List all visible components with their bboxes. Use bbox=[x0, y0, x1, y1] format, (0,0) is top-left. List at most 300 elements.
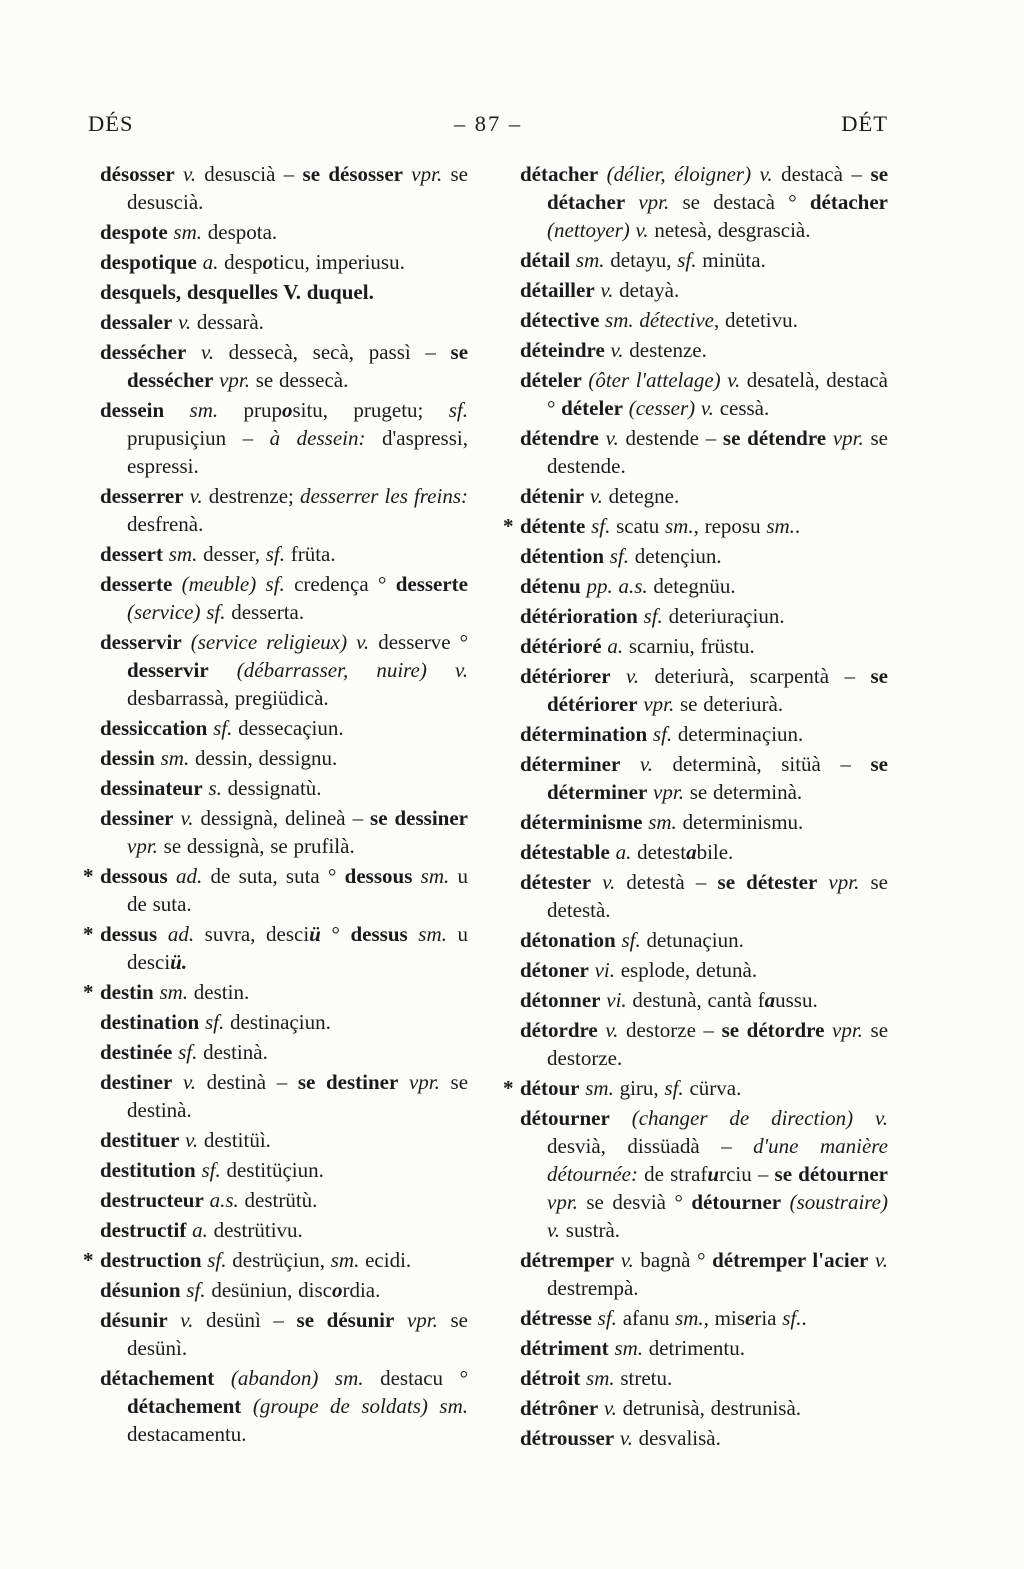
entry-segment: détérioration bbox=[520, 604, 638, 628]
entry-segment: détester bbox=[520, 870, 592, 894]
entry-segment: detegne. bbox=[602, 484, 680, 508]
dictionary-entry bbox=[100, 714, 468, 742]
entry-segment: ussu. bbox=[775, 988, 818, 1012]
entry-segment: détailler bbox=[520, 278, 595, 302]
dictionary-entry bbox=[520, 1394, 888, 1422]
entry-segment: détourner bbox=[520, 1106, 610, 1130]
dictionary-entry bbox=[520, 602, 888, 630]
entry-segment: e bbox=[745, 1306, 755, 1330]
entry-segment: (groupe de soldats) sm. bbox=[241, 1394, 468, 1418]
entry-segment: dessiccation bbox=[100, 716, 208, 740]
entry-segment: se dessécher bbox=[127, 340, 469, 392]
entry-segment: dessous bbox=[344, 864, 413, 888]
page-header bbox=[88, 110, 888, 138]
entry-segment: détacher bbox=[809, 190, 888, 214]
entry-segment: détremper bbox=[520, 1248, 615, 1272]
entry-segment: . bbox=[801, 1306, 807, 1330]
entry-segment: situ, prugetu; bbox=[292, 398, 449, 422]
entry-segment: détordre bbox=[520, 1018, 598, 1042]
dictionary-entry bbox=[520, 542, 888, 570]
dictionary-entry bbox=[520, 1304, 888, 1332]
entry-segment: détrôner bbox=[520, 1396, 599, 1420]
entry-segment: v. bbox=[179, 1128, 199, 1152]
entry-segment: destenze. bbox=[623, 338, 707, 362]
dictionary-entry bbox=[100, 218, 468, 246]
entry-segment: detestà – bbox=[615, 870, 718, 894]
dictionary-entry bbox=[520, 1424, 888, 1452]
entry-segment: se desuscià. bbox=[127, 162, 468, 214]
entry-segment: cessà. bbox=[713, 396, 770, 420]
entry-segment: dételer bbox=[520, 368, 582, 392]
entry-segment: vpr. bbox=[817, 870, 860, 894]
dictionary-entry bbox=[83, 978, 468, 1006]
entry-segment: v. bbox=[172, 310, 192, 334]
entry-segment: sm. bbox=[407, 922, 447, 946]
entry-segment: se détester bbox=[717, 870, 818, 894]
entry-segment: destacà – bbox=[772, 162, 871, 186]
entry-segment: détriment bbox=[520, 1336, 609, 1360]
entry-segment: prupusiçiun – bbox=[127, 426, 270, 450]
entry-segment: sm. bbox=[766, 514, 795, 538]
entry-segment: stretu. bbox=[614, 1366, 673, 1390]
entry-segment: détective bbox=[639, 308, 714, 332]
entry-segment: sf. bbox=[637, 604, 663, 628]
dictionary-entry bbox=[83, 1246, 468, 1274]
entry-segment: sustrà. bbox=[560, 1218, 621, 1242]
entry-segment: destitüçiun. bbox=[220, 1158, 324, 1182]
entry-segment: determinaçiun. bbox=[672, 722, 804, 746]
entry-segment: sf. bbox=[782, 1306, 802, 1330]
entry-segment: destituer bbox=[100, 1128, 180, 1152]
star-marker: * bbox=[83, 864, 94, 888]
dictionary-entry bbox=[520, 366, 888, 422]
entry-segment: vpr. bbox=[637, 692, 675, 716]
entry-segment: dessein bbox=[100, 398, 165, 422]
entry-segment: se desvià ° bbox=[577, 1190, 692, 1214]
entry-segment: desünì – bbox=[193, 1308, 297, 1332]
entry-segment: vpr. bbox=[398, 1070, 440, 1094]
dictionary-entry bbox=[100, 1008, 468, 1036]
entry-segment: deteriuraçiun. bbox=[662, 604, 785, 628]
dictionary-entry bbox=[520, 572, 888, 600]
entry-segment: rciu – bbox=[719, 1162, 775, 1186]
entry-segment: détente bbox=[520, 514, 586, 538]
entry-segment: , mis bbox=[703, 1306, 746, 1330]
entry-segment: se deteriurà. bbox=[674, 692, 784, 716]
entry-segment: destinée bbox=[100, 1040, 173, 1064]
page-number: – 87 – bbox=[453, 111, 523, 136]
entry-segment: de suta, suta ° bbox=[202, 864, 345, 888]
dictionary-entry bbox=[100, 744, 468, 772]
entry-segment: sm. bbox=[153, 980, 189, 1004]
entry-segment: sf. bbox=[585, 514, 611, 538]
entry-segment: détonner bbox=[520, 988, 601, 1012]
entry-segment: afanu bbox=[616, 1306, 676, 1330]
entry-segment: desbarrassà, pregiüdicà. bbox=[127, 686, 329, 710]
entry-segment: (abandon) sm. bbox=[214, 1366, 364, 1390]
entry-segment: scarniu, früstu. bbox=[623, 634, 755, 658]
entry-segment: sf. bbox=[201, 1248, 227, 1272]
entry-segment: détacher bbox=[520, 162, 599, 186]
entry-segment: desser, bbox=[197, 542, 266, 566]
entry-segment: déterminer bbox=[520, 752, 621, 776]
entry-segment: sm. bbox=[664, 514, 694, 538]
entry-segment: desservir bbox=[100, 630, 182, 654]
entry-segment: se désunir bbox=[296, 1308, 395, 1332]
entry-segment: se dessignà, se prufilà. bbox=[157, 834, 355, 858]
entry-segment: v. bbox=[604, 338, 624, 362]
dictionary-entry bbox=[520, 956, 888, 984]
entry-segment: giru, bbox=[613, 1076, 665, 1100]
dictionary-entry bbox=[100, 482, 468, 538]
entry-segment: s. bbox=[202, 776, 222, 800]
entry-segment: v. bbox=[868, 1248, 889, 1272]
entry-segment: v. bbox=[614, 1248, 634, 1272]
entry-segment: détremper l'acier bbox=[712, 1248, 869, 1272]
dictionary-entry bbox=[520, 246, 888, 274]
dictionary-entry bbox=[100, 628, 468, 712]
entry-segment: sf. bbox=[448, 398, 468, 422]
entry-segment: vpr. bbox=[127, 834, 158, 858]
entry-segment: bagnà ° bbox=[633, 1248, 713, 1272]
entry-segment: destin bbox=[100, 980, 154, 1004]
entry-segment: dessignatù. bbox=[221, 776, 322, 800]
entry-segment: früta. bbox=[284, 542, 336, 566]
entry-segment: destination bbox=[100, 1010, 200, 1034]
entry-segment: sf. bbox=[265, 542, 285, 566]
dictionary-entry bbox=[100, 1068, 468, 1124]
page-content bbox=[83, 110, 889, 1454]
dictionary-entry bbox=[520, 720, 888, 748]
entry-segment: se dessecà. bbox=[249, 368, 349, 392]
dictionary-entry bbox=[100, 540, 468, 568]
entry-segment: v. bbox=[173, 806, 194, 830]
dictionary-entry bbox=[520, 632, 888, 660]
entry-segment: sf. bbox=[647, 722, 673, 746]
star-marker: * bbox=[503, 514, 514, 538]
entry-segment: v. bbox=[620, 752, 653, 776]
entry-segment: dessin, dessignu. bbox=[189, 746, 338, 770]
dictionary-entry bbox=[100, 1186, 468, 1214]
entry-segment: desserte bbox=[395, 572, 468, 596]
entry-segment: dessarà. bbox=[191, 310, 264, 334]
entry-segment: détonation bbox=[520, 928, 616, 952]
entry-segment: ria bbox=[754, 1306, 783, 1330]
entry-segment: o bbox=[262, 250, 274, 274]
dictionary-entry bbox=[520, 1246, 888, 1302]
entry-segment: vi. bbox=[588, 958, 615, 982]
entry-segment: ü bbox=[309, 922, 321, 946]
dictionary-entry bbox=[520, 306, 888, 334]
dictionary-entry bbox=[520, 750, 888, 806]
entry-segment: a. bbox=[196, 250, 219, 274]
star-marker: * bbox=[503, 1076, 514, 1100]
entry-segment: dessous bbox=[100, 864, 168, 888]
entry-segment: destitution bbox=[100, 1158, 196, 1182]
entry-segment: sm. bbox=[164, 398, 219, 422]
entry-segment: se destende. bbox=[547, 426, 888, 478]
entry-segment: destructeur bbox=[100, 1188, 204, 1212]
dictionary-entry bbox=[520, 986, 888, 1014]
entry-segment: destin. bbox=[188, 980, 250, 1004]
entry-segment: désunion bbox=[100, 1278, 181, 1302]
entry-segment: vi. bbox=[600, 988, 627, 1012]
entry-segment: ad. bbox=[157, 922, 195, 946]
entry-segment: sm. bbox=[579, 1076, 614, 1100]
entry-segment: (meuble) sf. bbox=[172, 572, 285, 596]
entry-segment: sm. bbox=[580, 1366, 615, 1390]
entry-segment: vpr. bbox=[213, 368, 250, 392]
dictionary-entry bbox=[520, 336, 888, 364]
text-columns bbox=[83, 160, 889, 1454]
entry-segment: u bbox=[707, 1162, 720, 1186]
entry-segment: destende – bbox=[618, 426, 723, 450]
entry-segment: suvra, desci bbox=[194, 922, 310, 946]
entry-segment: se détourner bbox=[774, 1162, 889, 1186]
entry-segment: détestable bbox=[520, 840, 610, 864]
dictionary-entry bbox=[520, 662, 888, 718]
entry-segment: dessécher bbox=[100, 340, 187, 364]
entry-segment: v. bbox=[183, 484, 203, 508]
entry-segment: se destorze. bbox=[547, 1018, 889, 1070]
entry-segment: destunà, cantà f bbox=[626, 988, 765, 1012]
entry-segment: scatu bbox=[610, 514, 665, 538]
entry-segment: . bbox=[794, 514, 801, 538]
entry-segment: (service) sf. bbox=[127, 600, 226, 624]
entry-segment: déteindre bbox=[520, 338, 605, 362]
entry-segment: désosser bbox=[100, 162, 175, 186]
entry-segment: se détendre bbox=[722, 426, 827, 450]
dictionary-entry bbox=[100, 160, 468, 216]
entry-segment: détachement bbox=[100, 1366, 215, 1390]
entry-segment: detayu, bbox=[604, 248, 678, 272]
dictionary-entry bbox=[100, 570, 468, 626]
entry-segment: v. bbox=[610, 664, 640, 688]
entry-segment: sm. bbox=[162, 542, 198, 566]
dictionary-entry bbox=[100, 308, 468, 336]
entry-segment: sm. bbox=[570, 248, 605, 272]
star-marker: * bbox=[83, 922, 94, 946]
entry-segment: détachement bbox=[127, 1394, 242, 1418]
dictionary-entry bbox=[520, 808, 888, 836]
entry-segment: desp bbox=[218, 250, 263, 274]
entry-segment: se détordre bbox=[721, 1018, 825, 1042]
entry-segment: sf. bbox=[677, 248, 697, 272]
dictionary-entry bbox=[520, 424, 888, 480]
entry-segment: sf. bbox=[199, 1010, 225, 1034]
entry-segment: u desci bbox=[127, 922, 468, 974]
entry-segment: sm. bbox=[330, 1248, 360, 1272]
dictionary-entry bbox=[520, 276, 888, 304]
entry-segment: desvalisà. bbox=[632, 1426, 721, 1450]
entry-segment: destruction bbox=[100, 1248, 202, 1272]
entry-segment: détour bbox=[520, 1076, 580, 1100]
entry-segment: (changer de direction) v. bbox=[609, 1106, 888, 1130]
entry-segment: dessus bbox=[350, 922, 408, 946]
dictionary-entry bbox=[520, 1016, 888, 1072]
dictionary-entry bbox=[100, 1038, 468, 1066]
dictionary-entry bbox=[83, 920, 468, 976]
entry-segment: esplode, detunà. bbox=[614, 958, 758, 982]
entry-segment: destrütù. bbox=[238, 1188, 318, 1212]
entry-segment: (cesser) v. bbox=[622, 396, 714, 420]
entry-segment: sf. bbox=[172, 1040, 198, 1064]
entry-segment: detrunisà, destrunisà. bbox=[616, 1396, 802, 1420]
entry-segment: destiner bbox=[100, 1070, 173, 1094]
entry-segment: ticu, imperiusu. bbox=[273, 250, 405, 274]
entry-segment: v. bbox=[186, 340, 214, 364]
entry-segment: se destinà. bbox=[127, 1070, 469, 1122]
dictionary-entry bbox=[520, 160, 888, 244]
dictionary-entry bbox=[503, 512, 888, 540]
entry-segment: prup bbox=[218, 398, 282, 422]
entry-segment: sf. bbox=[195, 1158, 221, 1182]
entry-segment: a bbox=[686, 840, 697, 864]
dictionary-entry bbox=[100, 338, 468, 394]
entry-segment: a.s. bbox=[203, 1188, 239, 1212]
dictionary-entry bbox=[520, 868, 888, 924]
entry-segment: (débarrasser, nuire) v. bbox=[208, 658, 468, 682]
entry-segment: vpr. bbox=[824, 1018, 863, 1042]
entry-segment: destinaçiun. bbox=[224, 1010, 331, 1034]
entry-segment: dessin bbox=[100, 746, 155, 770]
entry-segment: a bbox=[764, 988, 776, 1012]
entry-segment: destinà. bbox=[197, 1040, 268, 1064]
entry-segment: déterminisme bbox=[520, 810, 643, 834]
entry-segment: destitüì. bbox=[198, 1128, 271, 1152]
dictionary-entry bbox=[520, 838, 888, 866]
column-left bbox=[83, 160, 469, 1454]
entry-segment: de straf bbox=[637, 1162, 708, 1186]
entry-segment: dessiner bbox=[100, 806, 174, 830]
entry-segment: se déterminer bbox=[547, 752, 888, 804]
entry-segment: a. bbox=[609, 840, 632, 864]
entry-segment: dételer bbox=[561, 396, 623, 420]
entry-segment: dessinateur bbox=[100, 776, 203, 800]
entry-segment: v. bbox=[598, 1396, 617, 1420]
entry-segment: cürva. bbox=[683, 1076, 742, 1100]
dictionary-entry bbox=[520, 1364, 888, 1392]
entry-segment: se désosser bbox=[302, 162, 403, 186]
entry-segment: destacamentu. bbox=[127, 1422, 247, 1446]
entry-segment: (soustraire) v. bbox=[547, 1190, 888, 1242]
dictionary-entry bbox=[520, 1104, 888, 1244]
entry-segment: netesà, desgrascià. bbox=[648, 218, 811, 242]
guide-word-right: DÉT bbox=[841, 111, 889, 136]
entry-segment: désunir bbox=[100, 1308, 168, 1332]
entry-segment: sf. bbox=[207, 716, 233, 740]
dictionary-entry bbox=[100, 1156, 468, 1184]
entry-segment: a. bbox=[601, 634, 624, 658]
entry-segment: ecidi. bbox=[359, 1248, 412, 1272]
entry-segment: credença ° bbox=[284, 572, 396, 596]
entry-segment: despotique bbox=[100, 250, 197, 274]
entry-segment: d'une manière détournée: bbox=[547, 1134, 888, 1186]
entry-segment: vpr. bbox=[647, 780, 684, 804]
dictionary-entry bbox=[520, 1334, 888, 1362]
entry-segment: sm. bbox=[675, 1306, 704, 1330]
entry-segment: destinà – bbox=[195, 1070, 298, 1094]
dictionary-entry bbox=[100, 1364, 468, 1448]
entry-segment: destrempà. bbox=[547, 1276, 639, 1300]
entry-segment: determinà, sitüà – bbox=[652, 752, 871, 776]
entry-segment: dessecaçiun. bbox=[232, 716, 344, 740]
entry-segment: d'aspressi, espressi. bbox=[127, 426, 468, 478]
entry-segment: se determinà. bbox=[683, 780, 803, 804]
entry-segment: dessert bbox=[100, 542, 163, 566]
dictionary-entry bbox=[100, 804, 468, 860]
entry-segment: determinismu. bbox=[676, 810, 804, 834]
entry-segment: despote bbox=[100, 220, 168, 244]
entry-segment: desserrer les freins: bbox=[299, 484, 469, 508]
entry-segment: pp. a.s. bbox=[580, 574, 648, 598]
entry-segment: à dessein: bbox=[269, 426, 366, 450]
entry-segment: détenir bbox=[520, 484, 585, 508]
entry-segment: détention bbox=[520, 544, 604, 568]
entry-segment: detunaçiun. bbox=[640, 928, 744, 952]
entry-segment: dessaler bbox=[100, 310, 173, 334]
entry-segment: détérioré bbox=[520, 634, 602, 658]
dictionary-entry bbox=[100, 396, 468, 480]
entry-segment: detayà. bbox=[613, 278, 680, 302]
entry-segment: desserte bbox=[100, 572, 173, 596]
entry-segment: desatelà, destacà ° bbox=[547, 368, 888, 420]
entry-segment: minüta. bbox=[696, 248, 766, 272]
entry-segment: sm. bbox=[167, 220, 203, 244]
entry-segment: desserrer bbox=[100, 484, 184, 508]
entry-segment: détrousser bbox=[520, 1426, 615, 1450]
entry-segment: despota. bbox=[202, 220, 278, 244]
star-marker: * bbox=[83, 1248, 94, 1272]
entry-segment: vpr. bbox=[402, 162, 443, 186]
entry-segment: detest bbox=[631, 840, 687, 864]
star-marker: * bbox=[83, 980, 94, 1004]
entry-segment: deteriurà, scarpentà – bbox=[639, 664, 871, 688]
entry-segment: , reposu bbox=[693, 514, 767, 538]
entry-segment: détroit bbox=[520, 1366, 581, 1390]
entry-segment: détective bbox=[520, 308, 600, 332]
entry-segment: desservir bbox=[127, 658, 209, 682]
dictionary-entry bbox=[100, 1276, 468, 1304]
entry-segment: detrimentu. bbox=[642, 1336, 745, 1360]
entry-segment: desserta. bbox=[225, 600, 305, 624]
entry-segment: destrütivu. bbox=[207, 1218, 303, 1242]
entry-segment: dessignà, delineà – bbox=[193, 806, 371, 830]
entry-segment: desfrenà. bbox=[127, 512, 204, 536]
entry-segment: sf. bbox=[615, 928, 641, 952]
entry-segment: ad. bbox=[167, 864, 203, 888]
entry-segment: v. bbox=[597, 1018, 619, 1042]
entry-segment: détendre bbox=[520, 426, 599, 450]
entry-segment: desvià, dissüadà – bbox=[547, 1134, 754, 1158]
entry-segment: détresse bbox=[520, 1306, 592, 1330]
entry-segment: dessecà, secà, passì – bbox=[213, 340, 451, 364]
entry-segment: desüniun, disc bbox=[205, 1278, 332, 1302]
dictionary-entry bbox=[100, 1126, 468, 1154]
entry-segment: desuscià – bbox=[195, 162, 303, 186]
entry-segment: o bbox=[281, 398, 293, 422]
entry-segment: vpr. bbox=[826, 426, 864, 450]
entry-segment: sm. bbox=[412, 864, 450, 888]
dictionary-entry bbox=[100, 774, 468, 802]
entry-segment: se dessiner bbox=[370, 806, 469, 830]
entry-segment: se détacher bbox=[547, 162, 889, 214]
entry-segment: vpr. bbox=[547, 1190, 578, 1214]
entry-segment: se destacà ° bbox=[669, 190, 810, 214]
dictionary-entry bbox=[83, 862, 468, 918]
entry-segment: ü. bbox=[170, 950, 188, 974]
entry-segment: v. bbox=[598, 426, 619, 450]
